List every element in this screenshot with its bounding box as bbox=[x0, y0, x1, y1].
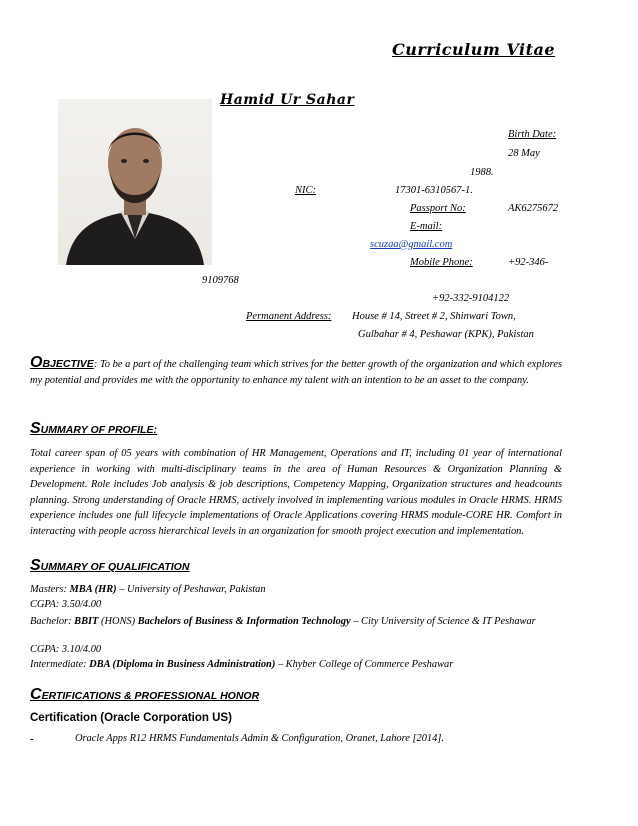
address-label: Permanent Address: bbox=[246, 311, 332, 322]
intermediate-line bbox=[30, 659, 453, 670]
bachelor-honors: (HONS) bbox=[98, 616, 138, 627]
passport-label: Passport No: bbox=[410, 203, 466, 214]
mobile-value-1: +92-346- bbox=[508, 257, 549, 268]
mobile-label: Mobile Phone: bbox=[410, 257, 473, 268]
birth-date-value-2: 1988. bbox=[470, 167, 494, 178]
certifications-heading-cap: C bbox=[30, 686, 42, 703]
candidate-name: Hamid Ur Sahar bbox=[220, 92, 355, 108]
certifications-heading-rest: ERTIFICATIONS & PROFESSIONAL HONOR bbox=[41, 690, 260, 702]
objective-heading-cap: O bbox=[30, 354, 43, 371]
certification-bullet: - bbox=[30, 733, 34, 745]
intermediate-prefix: Intermediate: bbox=[30, 659, 90, 670]
document-title: Curriculum Vitae bbox=[392, 40, 556, 59]
masters-cgpa: CGPA: 3.50/4.00 bbox=[30, 599, 102, 610]
bachelor-prefix: Bachelor: bbox=[30, 616, 75, 627]
objective-section bbox=[30, 355, 562, 388]
certifications-heading bbox=[30, 686, 259, 704]
profile-text: Total career span of 05 years with combination of HR Management, Operations and IT, including 01 year of international experience in working with multi-disciplinary teams in the area of Human Resources & Organization Planning & Development. Role includes Job analysis & job descriptions, Competency Mapping, Organization structures and headcounts planning. Strong understanding of Oracle HRMS, actively involved in implementing various modules in Oracle HRMS. HRMS experience includes one full lifecycle implementations of Oracle Applications covering HRMS module-CORE HR. Comfort in interacting with people across hierarchical levels in an organization for smooth project execution and implementation. bbox=[30, 448, 562, 537]
profile-photo bbox=[58, 99, 212, 265]
profile-heading-cap: S bbox=[30, 420, 41, 437]
certification-subheading: Certification (Oracle Corporation US) bbox=[30, 712, 232, 724]
mobile-value-2: 9109768 bbox=[202, 275, 239, 286]
qualification-heading bbox=[30, 557, 189, 575]
qualification-heading-cap: S bbox=[30, 557, 41, 574]
passport-value: AK6275672 bbox=[508, 203, 559, 214]
mobile-value-3: +92-332-9104122 bbox=[432, 293, 510, 304]
bachelor-cgpa: CGPA: 3.10/4.00 bbox=[30, 644, 102, 655]
profile-heading-rest: UMMARY OF PROFILE: bbox=[40, 424, 157, 436]
masters-line bbox=[30, 584, 266, 595]
bachelor-degree-full: Bachelors of Business & Information Technology bbox=[137, 616, 351, 627]
intermediate-institution: – Khyber College of Commerce Peshawar bbox=[275, 659, 454, 670]
qualification-heading-rest: UMMARY OF QUALIFICATION bbox=[40, 561, 190, 573]
certification-item: Oracle Apps R12 HRMS Fundamentals Admin & Configuration, Oranet, Lahore [2014]. bbox=[75, 733, 444, 744]
masters-degree: MBA (HR) bbox=[69, 584, 117, 595]
masters-institution: – University of Peshawar, Pakistan bbox=[116, 584, 266, 595]
bachelor-degree-abbr: BBIT bbox=[74, 616, 99, 627]
address-line-2: Gulbahar # 4, Peshawar (KPK), Pakistan bbox=[358, 329, 534, 340]
birth-date-value-1: 28 May bbox=[508, 148, 540, 159]
intermediate-degree: DBA (Diploma in Business Administration) bbox=[89, 659, 276, 670]
nic-label: NIC: bbox=[295, 185, 316, 196]
email-label: E-mail: bbox=[410, 221, 443, 232]
masters-prefix: Masters: bbox=[30, 584, 70, 595]
nic-value: 17301-6310567-1. bbox=[395, 185, 473, 196]
address-line-1: House # 14, Street # 2, Shinwari Town, bbox=[352, 311, 516, 322]
bachelor-institution: – City University of Science & IT Peshawar bbox=[350, 616, 536, 627]
profile-heading bbox=[30, 420, 157, 438]
objective-heading-rest: BJECTIVE bbox=[42, 358, 94, 370]
birth-date-label: Birth Date: bbox=[508, 129, 557, 140]
email-link[interactable]: scuzaa@gmail.com bbox=[370, 239, 453, 250]
bachelor-line bbox=[30, 614, 562, 630]
objective-text: : To be a part of the challenging team which strives for the better growth of the organization and which explores my potential and provides me with the opportunity to enhance my talent with an intention to be an asset to the company. bbox=[30, 359, 562, 386]
